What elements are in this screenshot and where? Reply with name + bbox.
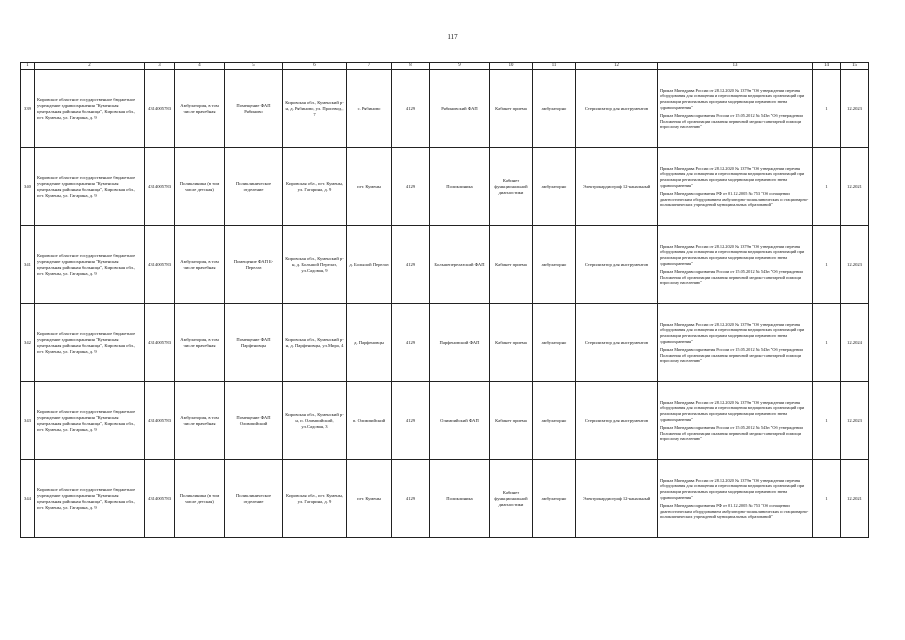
header-row [21, 63, 869, 70]
code-cell: 4129 [392, 70, 430, 148]
column-header: 4 [175, 63, 225, 70]
orders-cell [658, 148, 813, 226]
room-cell: Кабинет приема [490, 382, 533, 460]
column-header: 15 [841, 63, 869, 70]
code-cell: 4129 [392, 460, 430, 538]
date-cell: 12.2023 [841, 226, 869, 304]
organization-cell: Кировское областное государственное бюджетное учреждение здравоохранения "Куменская центральная районная больница", Кировская обл., пгт. Кумены, ул. Гагарина, д. 9 [35, 460, 145, 538]
column-header: 14 [813, 63, 841, 70]
column-header: 8 [392, 63, 430, 70]
equipment-cell: Стерилизатор для инструментов [576, 226, 658, 304]
code-cell: 4129 [392, 226, 430, 304]
column-header: 5 [225, 63, 283, 70]
quantity-cell: 1 [813, 382, 841, 460]
organization-cell: Кировское областное государственное бюджетное учреждение здравоохранения "Куменская центральная районная больница", Кировская обл., пгт. Кумены, ул. Гагарина, д. 9 [35, 382, 145, 460]
page-number: 117 [447, 33, 458, 41]
equipment-cell: Стерилизатор для инструментов [576, 70, 658, 148]
room-cell: Кабинет приема [490, 70, 533, 148]
orders-cell [658, 226, 813, 304]
order-text: Приказ Минздрава России от 28.12.2020 № 1379н "Об утверждении перечня оборудования для оснащения и переоснащения медицинских организаций при реализации региональных программ модернизации первичного звена здравоохранения" [660, 399, 805, 422]
equipment-cell: Электрокардиограф 12-канальный [576, 148, 658, 226]
row-number: 344 [21, 460, 35, 538]
organization-cell: Кировское областное государственное бюджетное учреждение здравоохранения "Куменская центральная районная больница", Кировская обл., пгт. Кумены, ул. Гагарина, д. 9 [35, 148, 145, 226]
order-text: Приказ Минздрава России от 28.12.2020 № 1379н "Об утверждении перечня оборудования для оснащения и переоснащения медицинских организаций при реализации региональных программ модернизации первичного звена здравоохранения" [660, 165, 805, 188]
column-header: 9 [430, 63, 490, 70]
quantity-cell: 1 [813, 226, 841, 304]
date-cell: 12.2021 [841, 460, 869, 538]
care-cell: амбулаторно [533, 226, 576, 304]
order-text: Приказ Минздрава России от 28.12.2020 № 1379н "Об утверждении перечня оборудования для оснащения и переоснащения медицинских организаций при реализации региональных программ модернизации первичного звена здравоохранения" [660, 477, 805, 500]
premises-cell: Помещение ФАП Б-Перелаз [225, 226, 283, 304]
inn-cell: 4314005783 [145, 382, 175, 460]
orders-cell [658, 382, 813, 460]
order-text: Приказ Минздрава России от 28.12.2020 № 1379н "Об утверждении перечня оборудования для оснащения и переоснащения медицинских организаций при реализации региональных программ модернизации первичного звена здравоохранения" [660, 243, 805, 266]
unit-cell: Поликлиника [430, 460, 490, 538]
premises-cell: Помещение ФАП Олимпийский [225, 382, 283, 460]
address-cell: Кировская обл., Куменский р-н, д. Рябиново, ул. Производ., 7 [283, 70, 347, 148]
column-header: 3 [145, 63, 175, 70]
care-cell: амбулаторно [533, 460, 576, 538]
column-header: 2 [35, 63, 145, 70]
date-cell: 12.2024 [841, 304, 869, 382]
locality-cell: д. Большой Перелаз [347, 226, 392, 304]
address-cell: Кировская обл., Куменский р-н, п. Олимпийский, ул.Садовая, 3 [283, 382, 347, 460]
organization-cell: Кировское областное государственное бюджетное учреждение здравоохранения "Куменская центральная районная больница", Кировская обл., пгт. Кумены, ул. Гагарина, д. 9 [35, 70, 145, 148]
row-number: 341 [21, 226, 35, 304]
equipment-cell: Стерилизатор для инструментов [576, 382, 658, 460]
locality-cell: с. Рябиново [347, 70, 392, 148]
address-cell: Кировская обл., пгт. Кумены, ул. Гагарина, д. 9 [283, 148, 347, 226]
facility-type-cell: Поликлиника (в том числе детская) [175, 148, 225, 226]
quantity-cell: 1 [813, 70, 841, 148]
address-cell: Кировская обл., пгт. Кумены, ул. Гагарина, д. 9 [283, 460, 347, 538]
unit-cell: Поликлиника [430, 148, 490, 226]
quantity-cell: 1 [813, 460, 841, 538]
table-row [21, 382, 869, 460]
room-cell: Кабинет функциональной диагностики [490, 460, 533, 538]
order-text: Приказ Минздравсоцразвития России от 15.05.2012 № 543н "Об утверждении Положения об организации оказания первичной медико-санитарной помощи взрослому населению" [660, 425, 803, 442]
order-text: Приказ Минздрава России от 28.12.2020 № 1379н "Об утверждении перечня оборудования для оснащения и переоснащения медицинских организаций при реализации региональных программ модернизации первичного звена здравоохранения" [660, 321, 805, 344]
quantity-cell: 1 [813, 304, 841, 382]
column-header: 12 [576, 63, 658, 70]
column-header: 6 [283, 63, 347, 70]
inn-cell: 4314005783 [145, 70, 175, 148]
row-number: 342 [21, 304, 35, 382]
equipment-cell: Электрокардиограф 12-канальный [576, 460, 658, 538]
code-cell: 4129 [392, 304, 430, 382]
locality-cell: п. Олимпийский [347, 382, 392, 460]
inn-cell: 4314005783 [145, 304, 175, 382]
table-row [21, 226, 869, 304]
unit-cell: Рябиновский ФАП [430, 70, 490, 148]
facility-type-cell: Амбулатория, в том числе врачебная [175, 304, 225, 382]
care-cell: амбулаторно [533, 148, 576, 226]
date-cell: 12.2023 [841, 70, 869, 148]
orders-cell [658, 70, 813, 148]
table-row [21, 460, 869, 538]
locality-cell: пгт. Кумены [347, 148, 392, 226]
row-number: 343 [21, 382, 35, 460]
table-row [21, 148, 869, 226]
inn-cell: 4314005783 [145, 148, 175, 226]
table-row [21, 304, 869, 382]
order-text: Приказ Минздравсоцразвития России от 15.05.2012 № 543н "Об утверждении Положения об организации оказания первичной медико-санитарной помощи взрослому населению" [660, 113, 803, 130]
care-cell: амбулаторно [533, 382, 576, 460]
care-cell: амбулаторно [533, 70, 576, 148]
order-text: Приказ Минздравсоцразвития России от 15.05.2012 № 543н "Об утверждении Положения об организации оказания первичной медико-санитарной помощи взрослому населению" [660, 269, 803, 286]
row-number: 339 [21, 70, 35, 148]
row-number: 340 [21, 148, 35, 226]
unit-cell: Большеперелазский ФАП [430, 226, 490, 304]
equipment-cell: Стерилизатор для инструментов [576, 304, 658, 382]
room-cell: Кабинет функциональной диагностики [490, 148, 533, 226]
inn-cell: 4314005783 [145, 226, 175, 304]
quantity-cell: 1 [813, 148, 841, 226]
unit-cell: Олимпийский ФАП [430, 382, 490, 460]
column-header: 1 [21, 63, 35, 70]
inn-cell: 4314005783 [145, 460, 175, 538]
care-cell: амбулаторно [533, 304, 576, 382]
code-cell: 4129 [392, 148, 430, 226]
locality-cell: д. Парфеновцы [347, 304, 392, 382]
organization-cell: Кировское областное государственное бюджетное учреждение здравоохранения "Куменская центральная районная больница", Кировская обл., пгт. Кумены, ул. Гагарина, д. 9 [35, 226, 145, 304]
premises-cell: Помещение ФАП Парфеновцы [225, 304, 283, 382]
order-text: Приказ Минздравсоцразвития РФ от 01.12.2005 № 753 "Об оснащении диагностическим оборудованием амбулаторно-поликлинических и стационарно-поликлинических учреждений муниципальных образований" [660, 503, 809, 520]
facility-type-cell: Амбулатория, в том числе врачебная [175, 382, 225, 460]
organization-cell: Кировское областное государственное бюджетное учреждение здравоохранения "Куменская центральная районная больница", Кировская обл., пгт. Кумены, ул. Гагарина, д. 9 [35, 304, 145, 382]
locality-cell: пгт. Кумены [347, 460, 392, 538]
table-row [21, 70, 869, 148]
code-cell: 4129 [392, 382, 430, 460]
orders-cell [658, 460, 813, 538]
date-cell: 12.2023 [841, 382, 869, 460]
column-header: 13 [658, 63, 813, 70]
column-header: 10 [490, 63, 533, 70]
equipment-table [20, 62, 869, 538]
column-header: 7 [347, 63, 392, 70]
order-text: Приказ Минздравсоцразвития РФ от 01.12.2005 № 753 "Об оснащении диагностическим оборудованием амбулаторно-поликлинических и стационарно-поликлинических учреждений муниципальных образований" [660, 191, 809, 208]
facility-type-cell: Поликлиника (в том числе детская) [175, 460, 225, 538]
premises-cell: Помещение ФАП Рябиново [225, 70, 283, 148]
column-header: 11 [533, 63, 576, 70]
unit-cell: Парфеновский ФАП [430, 304, 490, 382]
room-cell: Кабинет приема [490, 304, 533, 382]
facility-type-cell: Амбулатория, в том числе врачебная [175, 70, 225, 148]
premises-cell: Поликлиническое отделение [225, 148, 283, 226]
address-cell: Кировская обл., Куменский р-н, д. Большой Перелаз, ул.Садовая, 9 [283, 226, 347, 304]
address-cell: Кировская обл., Куменский р-н, д. Парфеновцы, ул.Мира, 4 [283, 304, 347, 382]
premises-cell: Поликлиническое отделение [225, 460, 283, 538]
facility-type-cell: Амбулатория, в том числе врачебная [175, 226, 225, 304]
order-text: Приказ Минздравсоцразвития России от 15.05.2012 № 543н "Об утверждении Положения об организации оказания первичной медико-санитарной помощи взрослому населению" [660, 347, 803, 364]
date-cell: 12.2021 [841, 148, 869, 226]
order-text: Приказ Минздрава России от 28.12.2020 № 1379н "Об утверждении перечня оборудования для оснащения и переоснащения медицинских организаций при реализации региональных программ модернизации первичного звена здравоохранения" [660, 87, 805, 110]
room-cell: Кабинет приема [490, 226, 533, 304]
orders-cell [658, 304, 813, 382]
